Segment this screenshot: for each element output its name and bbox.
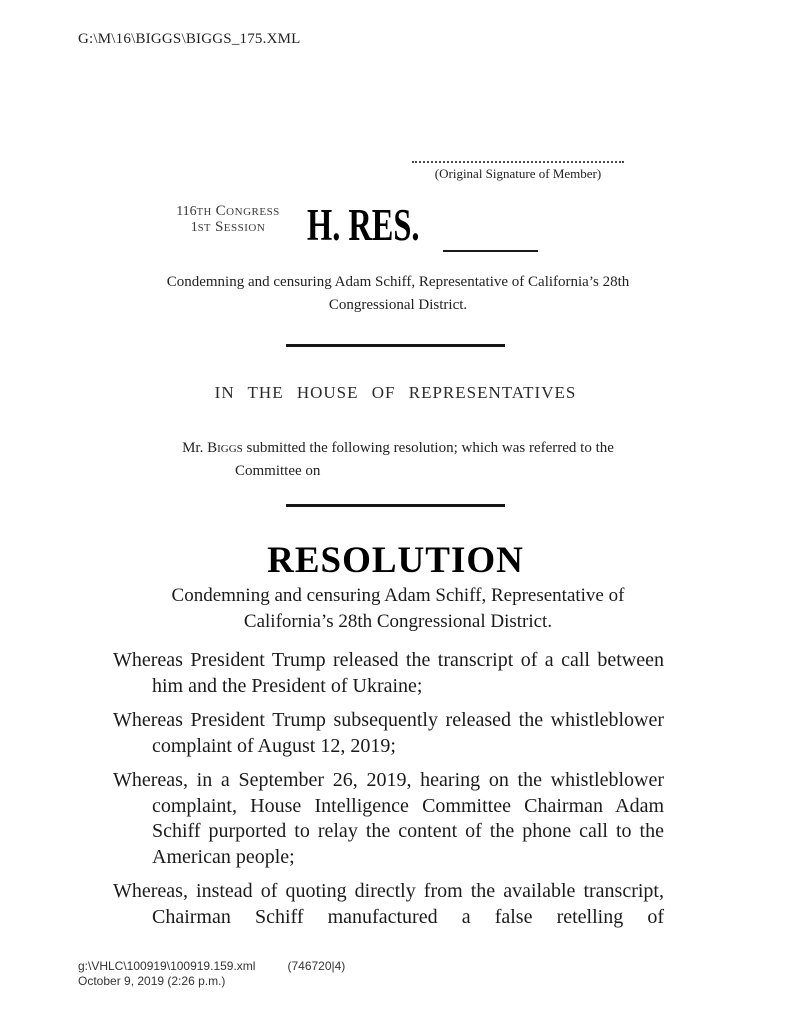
bill-number-blank [443,228,538,252]
referral-paragraph [138,437,658,483]
sponsor-name: Biggs [207,440,243,456]
horizontal-rule [286,344,505,347]
whereas-clause: Whereas President Trump released the transcript of a call between him and the President of Ukraine; [113,649,664,697]
whereas-clause: Whereas President Trump subsequently released the whistleblower complaint of August 12, 2019; [113,709,664,757]
session-line [160,220,296,236]
whereas-clause: Whereas, in a September 26, 2019, hearing on the whistleblower complaint, House Intelligence Committee Chairman Adam Schiff purported to relay the content of the phone call to the American people; [113,769,664,868]
session-number: 1 [190,220,198,235]
resolution-heading: RESOLUTION [267,540,524,581]
sponsor-prefix: Mr. [182,440,204,456]
congress-word: Congress [215,203,280,219]
referral-text: submitted the following resolution; which was referred to the [246,440,614,456]
horizontal-rule [286,504,505,507]
bill-type-heading: H. RES. [307,200,420,250]
resolution-title: Condemning and censuring Adam Schiff, Representative of California’s 28th Congressional District. [171,585,625,632]
congress-session-block [160,204,296,236]
header-file-path: G:\M\16\BIGGS\BIGGS_175.XML [78,31,301,47]
house-heading: IN THE HOUSE OF REPRESENTATIVES [214,383,577,402]
whereas-clause: Whereas, instead of quoting directly from the available transcript, Chairman Schiff manufactured a false retelling of [113,880,664,928]
measure-title: Condemning and censuring Adam Schiff, Representative of California’s 28th Congressional District. [166,274,630,313]
signature-block [412,150,624,182]
resolution-body [113,648,664,939]
footer-file-path: g:\VHLC\100919\100919.159.xml [78,959,256,973]
signature-dotted-line [412,150,624,163]
footer-document-id: (746720|4) [287,959,346,973]
congress-line [160,204,296,220]
session-word: Session [214,219,266,235]
congress-ordinal-suffix: TH [196,207,212,218]
footer-timestamp: October 9, 2019 (2:26 p.m.) [78,974,226,988]
session-ordinal-suffix: ST [197,223,211,234]
footer-block [78,959,345,989]
referral-line-2: Committee on [235,463,321,479]
signature-caption: (Original Signature of Member) [434,166,602,181]
footer-line-1 [78,959,345,974]
referral-line-1 [138,437,658,460]
congress-number: 116 [176,204,197,219]
